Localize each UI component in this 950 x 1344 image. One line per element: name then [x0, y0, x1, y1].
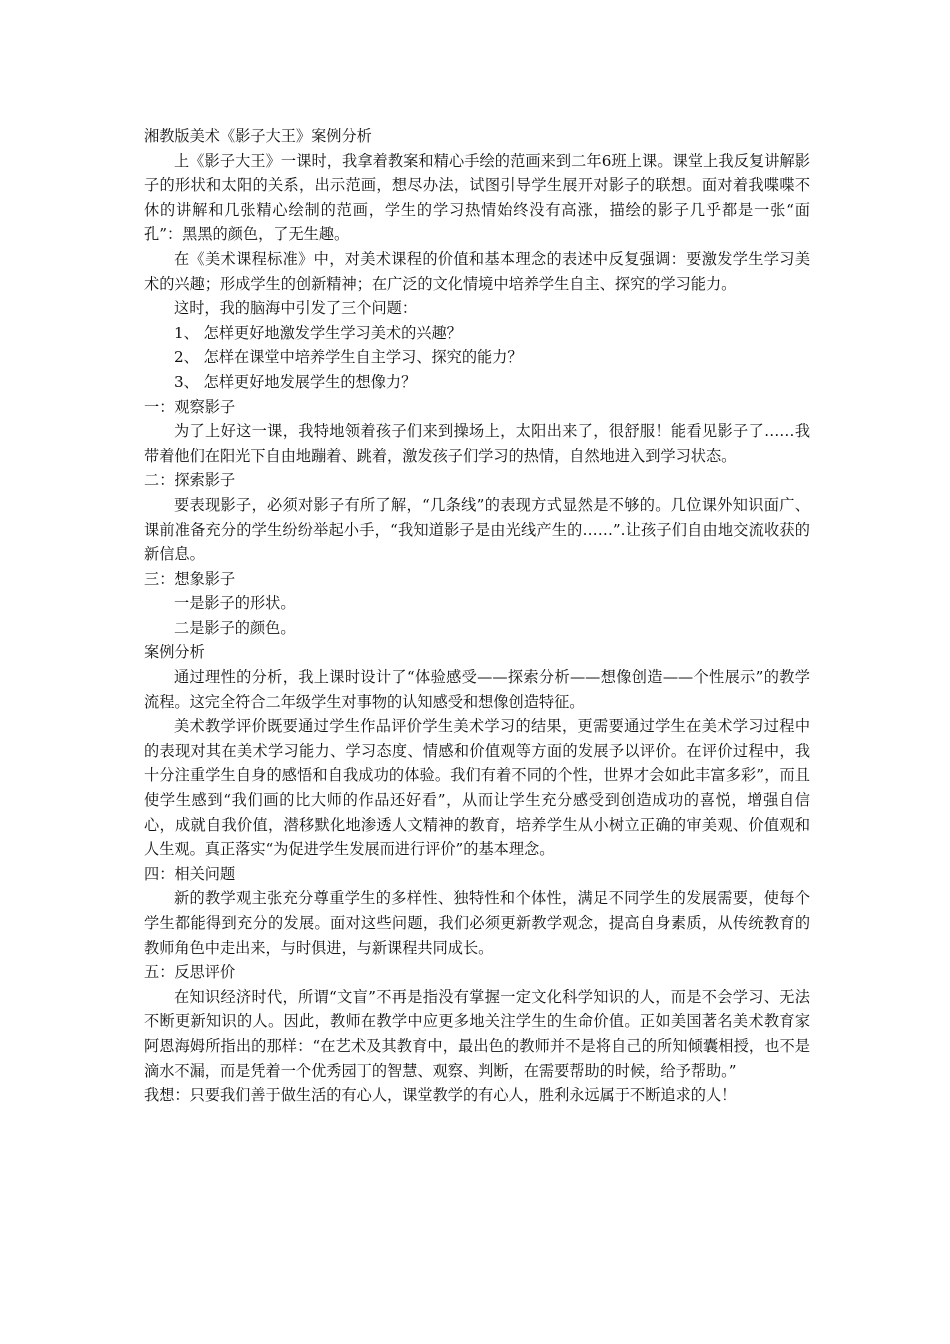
document-page	[144, 124, 810, 1108]
section-heading-analysis: 案例分析	[144, 643, 205, 662]
intro-paragraph-1: 上《影子大王》一课时，我拿着教案和精心手绘的范画来到二年6班上课。课堂上我反复讲解影子的形状和太阳的关系，出示范画，想尽办法，试图引导学生展开对影子的联想。面对着我喋喋不休的讲解和几张精心绘制的范画，学生的学习热情始终没有高涨，描绘的影子几乎都是一张“面孔”：黑黑的颜色，了无生趣。	[144, 151, 810, 244]
intro-paragraph-3: 这时，我的脑海中引发了三个问题：	[174, 299, 417, 318]
question-1: 1、 怎样更好地激发学生学习美术的兴趣？	[174, 323, 462, 342]
section-line-color: 二是影子的颜色。	[174, 618, 296, 637]
section-heading-imagine: 三：想象影子	[144, 569, 236, 588]
analysis-paragraph-1: 通过理性的分析，我上课时设计了“体验感受——探索分析——想像创造——个性展示”的教学流程。这完全符合二年级学生对事物的认知感受和想像创造特征。	[144, 668, 810, 711]
intro-paragraph-2: 在《美术课程标准》中，对美术课程的价值和基本理念的表述中反复强调：要激发学生学习美术的兴趣；形成学生的创新精神；在广泛的文化情境中培养学生自主、探究的学习能力。	[144, 249, 810, 293]
section-body-reflection: 在知识经济时代，所谓“文盲”不再是指没有掌握一定文化科学知识的人，而是不会学习、无法不断更新知识的人。因此，教师在教学中应更多地关注学生的生命价值。正如美国著名美术教育家阿恩海姆所指出的那样：“在艺术及其教育中，最出色的教师并不是将自己的所知倾囊相授，也不是滴水不漏，而是凭着一个优秀园丁的智慧、观察、判断，在需要帮助的时候，给予帮助。”	[144, 987, 810, 1080]
document-title: 湘教版美术《影子大王》案例分析	[144, 127, 372, 145]
section-heading-issues: 四：相关问题	[144, 864, 236, 883]
section-heading-explore: 二：探索影子	[144, 471, 236, 490]
closing-line: 我想：只要我们善于做生活的有心人，课堂教学的有心人，胜利永远属于不断追求的人！	[144, 1086, 737, 1105]
section-body-issues: 新的教学观主张充分尊重学生的多样性、独特性和个体性，满足不同学生的发展需要，使每个学生都能得到充分的发展。面对这些问题，我们必须更新教学观念，提高自身素质，从传统教育的教师角色中走出来，与时俱进，与新课程共同成长。	[144, 889, 810, 957]
section-body-observe: 为了上好这一课，我特地领着孩子们来到操场上，太阳出来了，很舒服！能看见影子了……我带着他们在阳光下自由地蹦着、跳着，激发孩子们学习的热情，自然地进入到学习状态。	[144, 422, 810, 465]
section-heading-reflection: 五：反思评价	[144, 963, 236, 982]
question-2: 2、 怎样在课堂中培养学生自主学习、探究的能力？	[174, 348, 523, 367]
section-line-shape: 一是影子的形状。	[174, 594, 296, 613]
section-body-explore: 要表现影子，必须对影子有所了解，“几条线”的表现方式显然是不够的。几位课外知识面广、课前准备充分的学生纷纷举起小手，“我知道影子是由光线产生的……”.让孩子们自由地交流收获的新信息。	[144, 495, 810, 564]
section-heading-observe: 一：观察影子	[144, 397, 236, 416]
question-3: 3、 怎样更好地发展学生的想像力？	[174, 372, 417, 391]
analysis-paragraph-2: 美术教学评价既要通过学生作品评价学生美术学习的结果，更需要通过学生在美术学习过程中的表现对其在美术学习能力、学习态度、情感和价值观等方面的发展予以评价。在评价过程中，我十分注重学生自身的感悟和自我成功的体验。我们有着不同的个性，世界才会如此丰富多彩”，而且使学生感到“我们画的比大师的作品还好看”，从而让学生充分感受到创造成功的喜悦，增强自信心，成就自我价值，潜移默化地渗透人文精神的教育，培养学生从小树立正确的审美观、价值观和人生观。真正落实“为促进学生发展而进行评价”的基本理念。	[144, 717, 810, 859]
